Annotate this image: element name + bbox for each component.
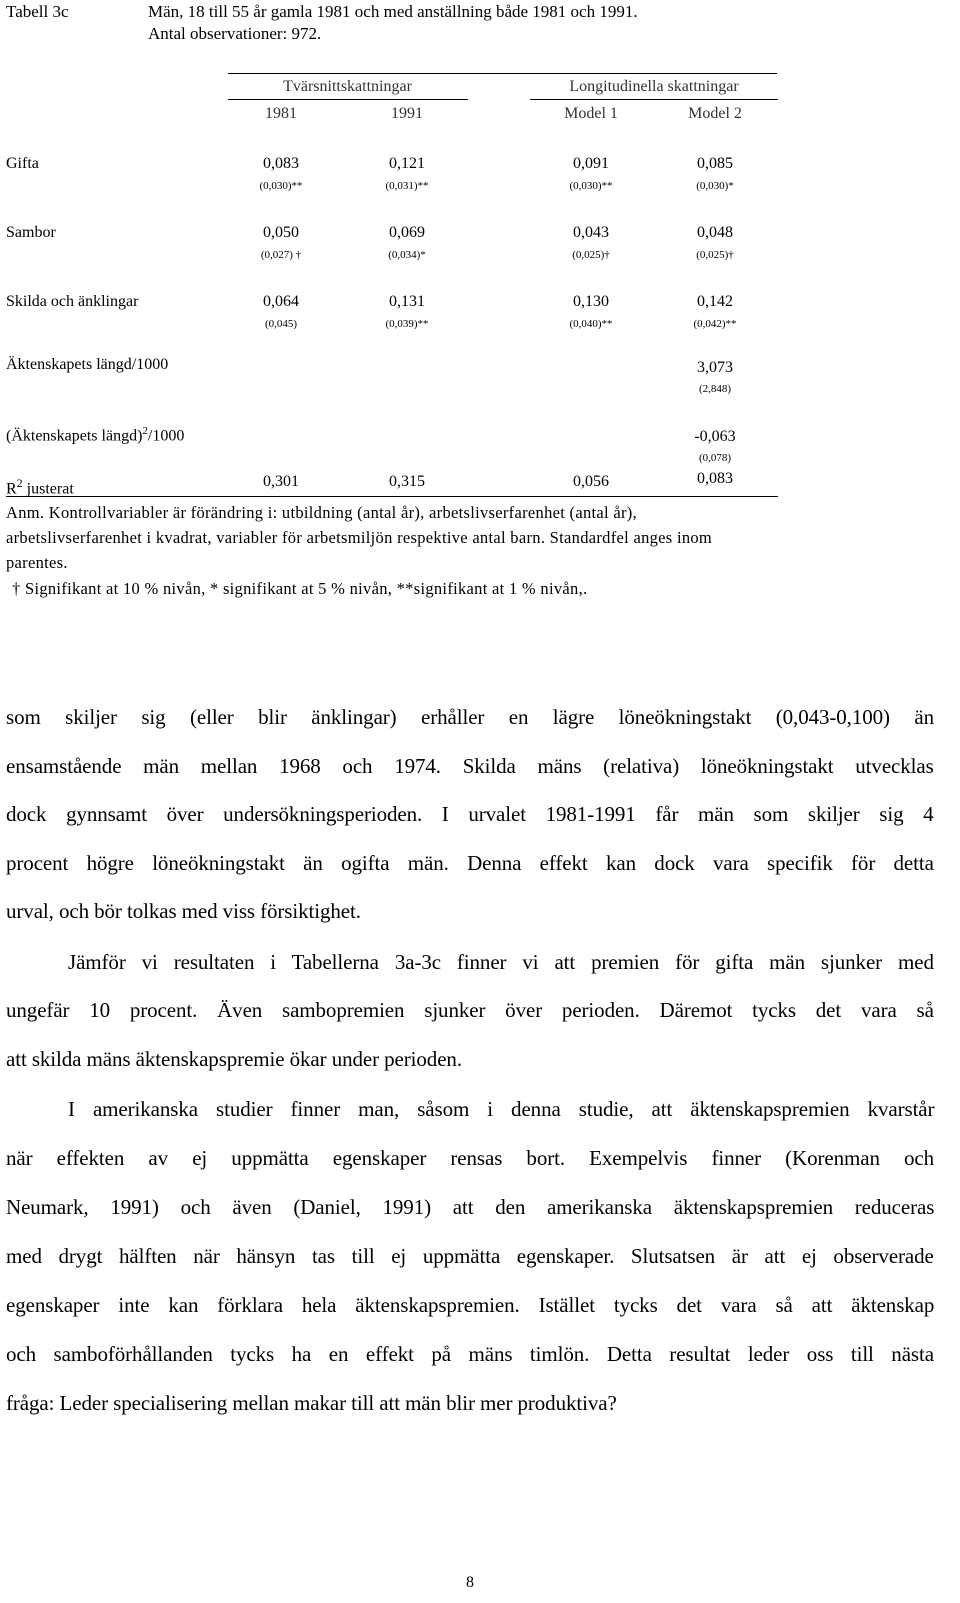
cell-se: (0,042)** <box>693 318 737 330</box>
body-line: och samboförhållanden tycks ha en effekt på mäns timlön. Detta resultat leder oss till nästa <box>6 1342 934 1366</box>
body-line: fråga: Leder specialisering mellan makar till att män blir mer produktiva? <box>6 1391 617 1415</box>
body-line: egenskaper inte kan förklara hela äktenskapspremien. Istället tycks det vara så att äktenskap <box>6 1293 935 1317</box>
table-note-line3: parentes. <box>6 553 68 572</box>
table-note-line1: Anm. Kontrollvariabler är förändring i: utbildning (antal år), arbetslivserfarenhet (antal år), <box>6 503 637 522</box>
cell-coef: -0,063 <box>694 428 736 445</box>
group-header-longitudinal: Longitudinella skattningar <box>569 78 739 95</box>
cell-coef: 0,131 <box>389 293 425 310</box>
cell-r2: 0,083 <box>697 470 733 487</box>
page-number: 8 <box>466 1574 474 1591</box>
cell-se: (2,848) <box>698 383 732 395</box>
table-bottom-rule <box>6 496 778 497</box>
cell-coef: 0,091 <box>573 155 609 172</box>
col-header-model1: Model 1 <box>564 105 618 122</box>
cell-se: (0,034)* <box>388 249 426 261</box>
body-line: procent högre löneökningstakt än ogifta män. Denna effekt kan dock vara specifik för detta <box>6 851 934 875</box>
cell-coef: 0,050 <box>263 224 299 241</box>
body-line: med drygt hälften när hänsyn tas till ej uppmätta egenskaper. Slutsatsen är att ej observerade <box>6 1244 934 1268</box>
cell-se: (0,039)** <box>385 318 429 330</box>
col-header-1991: 1991 <box>391 105 423 122</box>
col-header-1981: 1981 <box>265 105 297 122</box>
cell-se: (0,025)† <box>696 249 734 261</box>
body-line: när effekten av ej uppmätta egenskaper rensas bort. Exempelvis finner (Korenman och <box>6 1146 935 1170</box>
cell-coef: 0,043 <box>573 224 609 241</box>
body-line: ungefär 10 procent. Även sambopremien sjunker över perioden. Däremot tycks det vara så <box>6 998 934 1022</box>
table-title-line2: Antal observationer: 972. <box>148 24 322 43</box>
cell-coef: 3,073 <box>697 359 733 376</box>
body-line: I amerikanska studier finner man, såsom i denna studie, att äktenskapspremien kvarstår <box>68 1097 935 1121</box>
cell-se: (0,031)** <box>385 180 429 192</box>
row-label-gifta: Gifta <box>6 155 39 172</box>
row-label-r2: $R^2$ justerat <box>6 476 74 498</box>
cell-se: (0,025)† <box>572 249 610 261</box>
cell-coef: 0,064 <box>263 293 299 310</box>
body-line: Jämför vi resultaten i Tabellerna 3a-3c finner vi att premien för gifta män sjunker med <box>68 950 934 974</box>
cell-coef: 0,121 <box>389 155 425 172</box>
cell-r2: 0,315 <box>389 473 425 490</box>
cell-coef: 0,130 <box>573 293 609 310</box>
cell-coef: 0,083 <box>263 155 299 172</box>
body-line: som skiljer sig (eller blir änklingar) erhåller en lägre löneökningstakt (0,043-0,100) än <box>6 705 934 729</box>
body-line: dock gynnsamt över undersökningsperioden. I urvalet 1981-1991 får män som skiljer sig 4 <box>6 802 934 826</box>
body-line: urval, och bör tolkas med viss försiktighet. <box>6 899 361 923</box>
body-line: ensamstående män mellan 1968 och 1974. Skilda mäns (relativa) löneökningstakt utvecklas <box>6 754 934 778</box>
table-label: Tabell 3c <box>6 2 69 21</box>
cell-se: (0,027) † <box>260 249 302 261</box>
cell-r2: 0,301 <box>263 473 299 490</box>
cell-r2: 0,056 <box>573 473 609 490</box>
cell-coef: 0,085 <box>697 155 733 172</box>
col-header-model2: Model 2 <box>688 105 742 122</box>
cell-coef: 0,069 <box>389 224 425 241</box>
row-label-marriage-length-squared: (Äktenskapets längd)$^2$/1000 <box>6 425 185 445</box>
cell-se: (0,030)* <box>696 180 734 192</box>
cell-se: (0,045) <box>264 318 298 330</box>
table-top-rule <box>228 73 777 74</box>
row-label-sambor: Sambor <box>6 224 56 241</box>
cell-coef: 0,142 <box>697 293 733 310</box>
table-title-line1: Män, 18 till 55 år gamla 1981 och med anställning både 1981 och 1991. <box>148 2 638 21</box>
group-rule-long <box>530 99 778 100</box>
body-line: att skilda mäns äktenskapspremie ökar under perioden. <box>6 1047 462 1071</box>
table-note-line2: arbetslivserfarenhet i kvadrat, variabler för arbetsmiljön respektive antal barn. Standardfel anges inom <box>6 528 713 547</box>
row-label-marriage-length: Äktenskapets längd/1000 <box>6 356 169 373</box>
cell-se: (0,030)** <box>259 180 303 192</box>
row-label-skilda: Skilda och änklingar <box>6 293 139 310</box>
cell-se: (0,040)** <box>569 318 613 330</box>
group-header-cross-sectional: Tvärsnittskattningar <box>283 78 412 95</box>
cell-se: (0,030)** <box>569 180 613 192</box>
group-rule-cross <box>228 99 468 100</box>
body-line: Neumark, 1991) och även (Daniel, 1991) att den amerikanska äktenskapspremien reduceras <box>6 1195 935 1219</box>
cell-coef: 0,048 <box>697 224 733 241</box>
significance-note: † Signifikant at 10 % nivån, * signifikant at 5 % nivån, **signifikant at 1 % nivån,. <box>12 579 588 598</box>
cell-se: (0,078) <box>698 452 732 464</box>
